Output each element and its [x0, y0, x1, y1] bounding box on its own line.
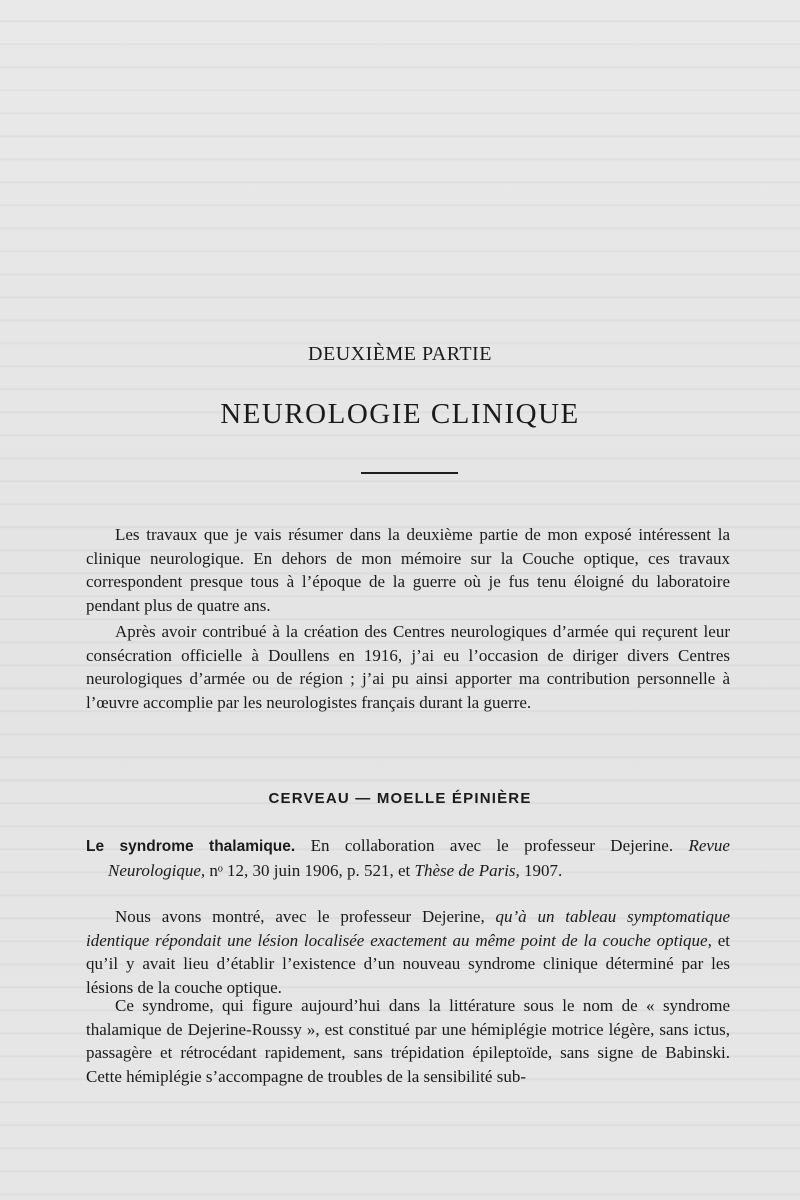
main-title: NEUROLOGIE CLINIQUE [220, 398, 580, 430]
section-heading: CERVEAU — MOELLE ÉPINIÈRE [268, 790, 532, 807]
intro-paragraph-1: Les travaux que je vais résumer dans la deuxième partie de mon exposé intéressent la clinique neurologique. En dehors de mon mémoire sur la Couche optique, ces travaux correspondent presque tous à l’époque de la guerre où je fus tenu éloigné du laboratoire pendant plus de quatre ans. [86, 525, 730, 615]
paragraph-1-start: Nous avons montré, avec le professeur Dejerine, [115, 907, 496, 926]
bibliography-thesis: Thèse de Paris, [414, 860, 520, 880]
bibliography-text-3: 1907. [519, 860, 563, 880]
bibliography-title: Le syndrome thalamique. [86, 838, 296, 855]
bibliography-entry [86, 834, 730, 882]
body-paragraph-2: Ce syndrome, qui figure aujourd’hui dans la littérature sous le nom de « syndrome thalamique de Dejerine-Roussy », est constitué par une hémiplégie motrice légère, sans ictus, passagère et rétrocédant rapidement, sans trépidation épileptoïde, sans signe de Babinski. Cette hémiplégie s’accompagne de troubles de la sensibilité sub- [86, 996, 730, 1086]
paragraph-1-emphasis: qu’à un tableau symptomatique identique répondait une lésion localisée exactement au même point de la couche optique, [86, 907, 730, 950]
paragraph-1-end: et qu’il y avait lieu d’établir l’existence d’un nouveau syndrome clinique déterminé par les lésions de la couche optique. [86, 930, 730, 997]
bibliography-text-1: En collaboration avec le professeur Dejerine. [295, 836, 689, 855]
bibliography-text-2: nᵒ 12, 30 juin 1906, p. 521, et [205, 860, 415, 880]
intro-paragraph-2: Après avoir contribué à la création des Centres neurologiques d’armée qui reçurent leur consécration officielle à Doullens en 1916, j’ai eu l’occasion de diriger divers Centres neurologiques d’armée ou de région ; j’ai pu ainsi apporter ma contribution personnelle à l’œuvre accomplie par les neurologistes français durant la guerre. [86, 622, 730, 712]
title-divider [361, 472, 458, 474]
bibliography-journal: Revue Neurologique, [108, 836, 730, 880]
body-paragraph-1 [86, 905, 730, 999]
part-label: DEUXIÈME PARTIE [308, 343, 492, 365]
